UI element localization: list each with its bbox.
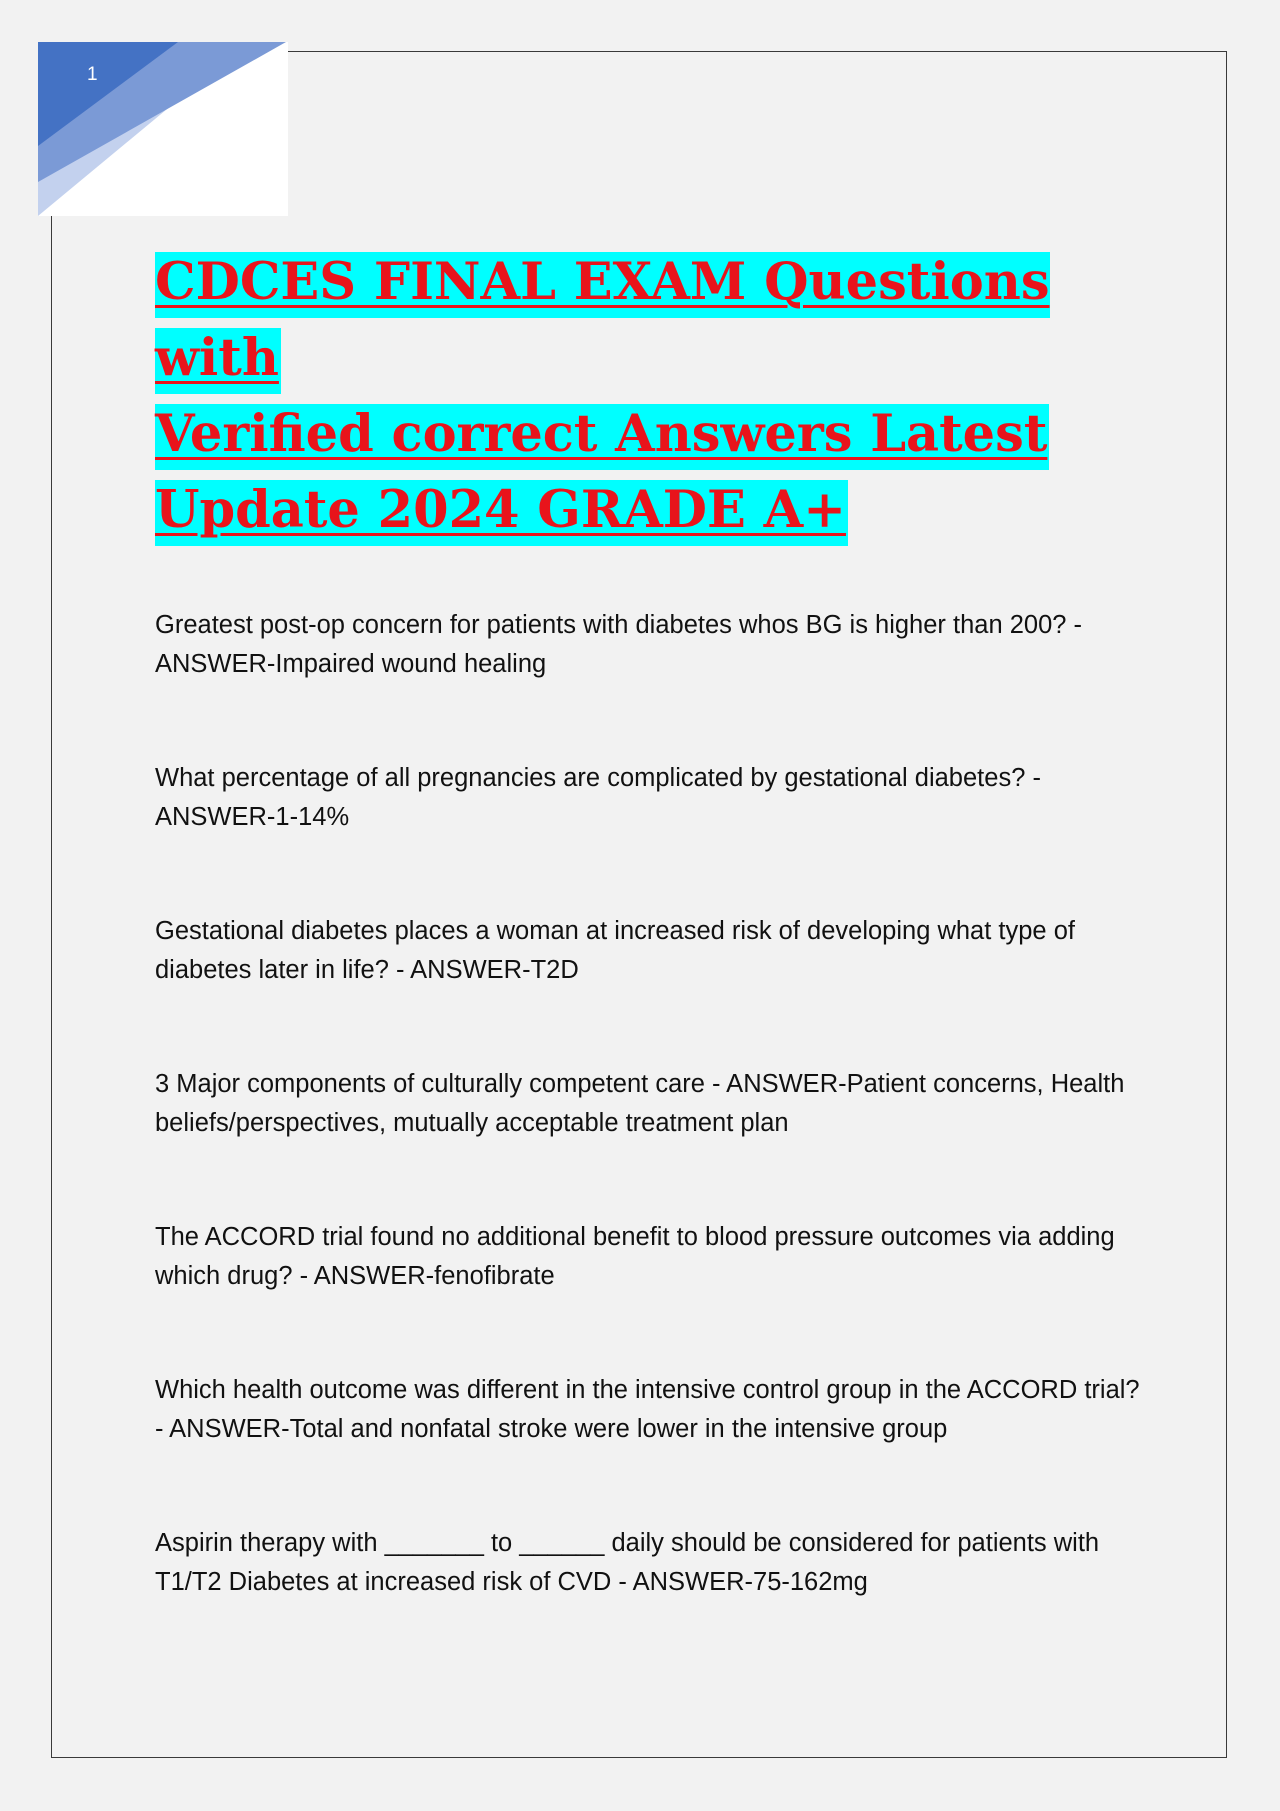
title-line-3: Update 2024 GRADE A+ [155,480,848,546]
page-corner-decoration [38,42,288,216]
qa-item: The ACCORD trial found no additional benefit to blood pressure outcomes via adding which drug? - ANSWER-fenofibrate [155,1223,1115,1290]
qa-list [155,606,1145,1677]
title-line-2: Verified correct Answers Latest [155,404,1049,470]
qa-item: Gestational diabetes places a woman at increased risk of developing what type of diabetes later in life? - ANSWER-T2D [155,917,1075,984]
qa-item: Which health outcome was different in the intensive control group in the ACCORD trial? - ANSWER-Total and nonfatal stroke were lower in the intensive group [155,1376,1140,1443]
page-number: 1 [87,64,98,85]
document-title [155,244,1135,548]
qa-item: 3 Major components of culturally competent care - ANSWER-Patient concerns, Health beliefs/perspectives, mutually acceptable treatment plan [155,1070,1125,1137]
corner-triangles [38,42,288,216]
qa-item: Greatest post-op concern for patients with diabetes whos BG is higher than 200? - ANSWER-Impaired wound healing [155,611,1083,678]
qa-item: Aspirin therapy with _______ to ______ daily should be considered for patients with T1/T2 Diabetes at increased risk of CVD - ANSWER-75-162mg [155,1529,1100,1596]
title-line-1: CDCES FINAL EXAM Questions with [155,252,1050,394]
qa-item: What percentage of all pregnancies are complicated by gestational diabetes? - ANSWER-1-14% [155,764,1041,831]
